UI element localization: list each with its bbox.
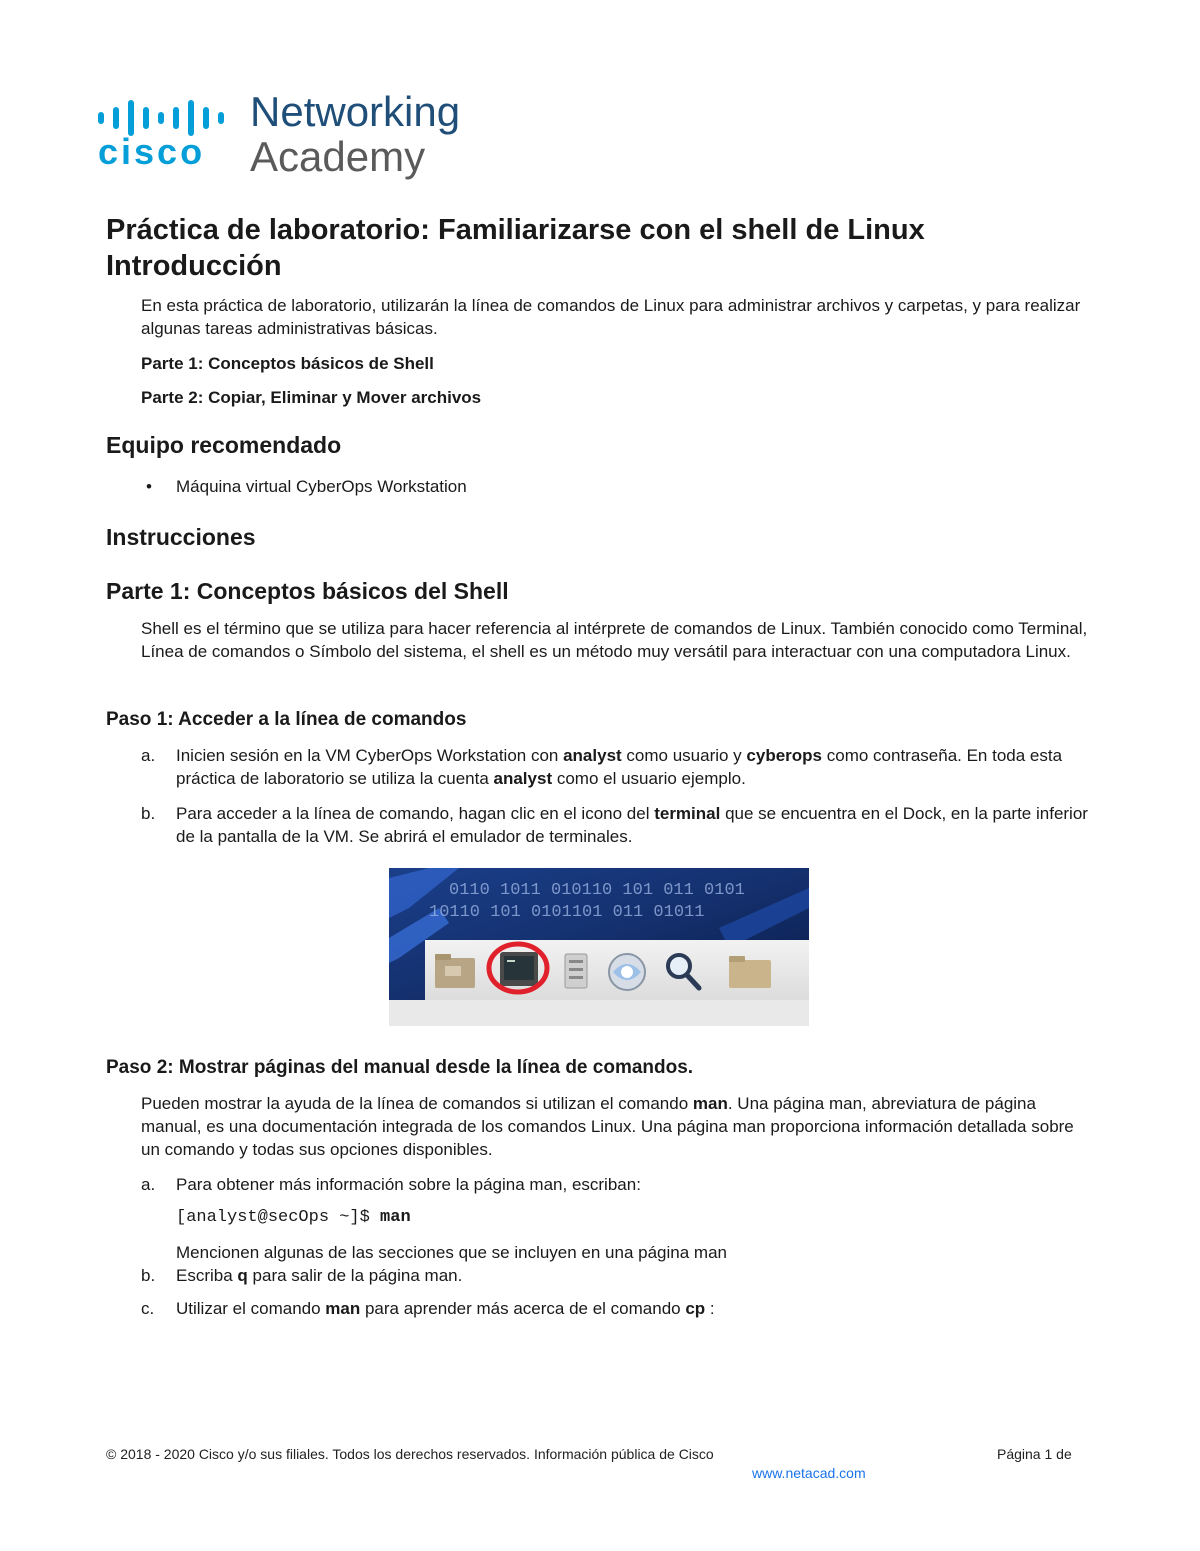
svg-text:cisco: cisco (98, 131, 206, 172)
step1-item-a-text: Inicien sesión en la VM CyberOps Workstation con analyst como usuario y cyberops como contraseña. En toda esta práctica de laboratorio se utiliza la cuenta analyst como el usuario ejemplo. (176, 746, 1063, 788)
footer-link[interactable]: www.netacad.com (752, 1465, 866, 1481)
list-marker: a. (141, 1175, 156, 1194)
step1-item-a (141, 744, 1091, 790)
step1-item-b-text: Para acceder a la línea de comando, hagan clic en el icono del terminal que se encuentra en el Dock, en la parte inferior de la pantalla de la VM. Se abrirá el emulador de terminales. (176, 804, 1088, 846)
terminal-icon (500, 952, 538, 986)
step1-heading: Paso 1: Acceder a la línea de comandos (106, 709, 467, 730)
step2-item-c-text: Utilizar el comando man para aprender más acerca de el comando cp : (176, 1299, 715, 1318)
home-folder-icon (435, 954, 475, 988)
intro-part1: Parte 1: Conceptos básicos de Shell (141, 354, 434, 373)
command-example: [analyst@secOps ~]$ man (176, 1208, 411, 1227)
step1-item-b (141, 802, 1091, 848)
dock-screenshot-image (389, 868, 809, 1026)
svg-text:Academy: Academy (250, 133, 426, 180)
part1-paragraph: Shell es el término que se utiliza para hacer referencia al intérprete de comandos de Linux. También conocido como Terminal, Línea de comandos o Símbolo del sistema, el shell es un método muy versátil para interactuar con una computadora Linux. (141, 619, 1088, 661)
list-marker: a. (141, 746, 156, 765)
page-title: Práctica de laboratorio: Familiarizarse con el shell de Linux (106, 214, 925, 246)
step2-paragraph: Pueden mostrar la ayuda de la línea de comandos si utilizan el comando man. Una página man, abreviatura de página manual, es una documentación integrada de los comandos Linux. Una página man proporciona información detallada sobre un comando y todas sus opciones disponibles. (141, 1094, 1074, 1159)
step2-item-a (141, 1173, 1091, 1196)
logo-bar-icon (113, 107, 119, 129)
equipment-heading: Equipo recomendado (106, 432, 342, 458)
equipment-item: Máquina virtual CyberOps Workstation (176, 477, 467, 496)
logo-bar-icon (98, 112, 104, 124)
instructions-heading: Instrucciones (106, 524, 256, 550)
part1-heading: Parte 1: Conceptos básicos del Shell (106, 578, 509, 604)
list-marker: c. (141, 1299, 155, 1318)
footer-page-number: Página 1 de (997, 1446, 1072, 1462)
step2-item-b-text: Escriba q para salir de la página man. (176, 1266, 463, 1285)
step2-item-b (141, 1264, 1091, 1287)
svg-text:Networking: Networking (250, 88, 461, 135)
step2-heading: Paso 2: Mostrar páginas del manual desde la línea de comandos. (106, 1057, 694, 1078)
intro-heading: Introducción (106, 250, 282, 282)
step2-item-a-text: Para obtener más información sobre la página man, escriban: (176, 1175, 641, 1194)
logo-bar-icon (143, 107, 149, 129)
logo-bar-icon (203, 107, 209, 129)
list-marker: b. (141, 804, 156, 823)
list-marker: b. (141, 1266, 156, 1285)
logo-bar-icon (158, 112, 164, 124)
step2-question: Mencionen algunas de las secciones que se incluyen en una página man (176, 1243, 727, 1262)
svg-text:0110 1011 010110 101 011 01011: 0110 1011 010110 101 011 0101 10110 101 0101101 011 01011 (429, 881, 745, 922)
cisco-networking-academy-logo (84, 88, 484, 183)
intro-part2: Parte 2: Copiar, Eliminar y Mover archivos (141, 388, 482, 407)
footer-copyright: © 2018 - 2020 Cisco y/o sus filiales. Todos los derechos reservados. Información pública de Cisco (106, 1446, 714, 1462)
bullet-icon: • (146, 477, 152, 496)
folder-icon (729, 956, 771, 988)
cisco-bars-logo-icon (84, 88, 484, 183)
step2-item-c (141, 1297, 1091, 1320)
intro-paragraph: En esta práctica de laboratorio, utilizarán la línea de comandos de Linux para administrar archivos y carpetas, y para realizar algunas tareas administrativas básicas. (141, 296, 1081, 338)
logo-bar-icon (218, 112, 224, 124)
file-manager-icon (565, 954, 587, 988)
logo-bar-icon (173, 107, 179, 129)
dock-screenshot (389, 868, 809, 1026)
web-browser-icon (609, 954, 645, 990)
